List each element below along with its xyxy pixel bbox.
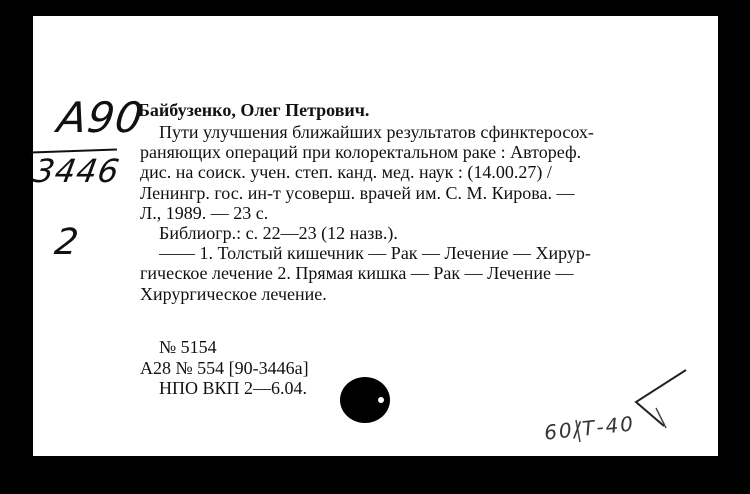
- description-line: Л., 1989. — 23 с.: [140, 202, 269, 223]
- bibliography-line: Библиогр.: с. 22—23 (12 назв.).: [159, 223, 398, 244]
- npo-code: НПО ВКП 2—6.04.: [159, 378, 308, 398]
- shelfmark-bottom: 3446: [30, 152, 123, 190]
- author-heading: Байбузенко, Олег Петрович.: [138, 100, 370, 120]
- bibliographic-description: [140, 122, 700, 304]
- description-line: дис. на соиск. учен. степ. канд. мед. наук : (14.00.27) /: [140, 162, 552, 183]
- card-number: № 5154: [159, 337, 217, 357]
- description-line: Пути улучшения ближайших результатов сфинктеросох-: [159, 122, 594, 142]
- description-line: раняющих операций при колоректальном раке : Автореф.: [140, 142, 582, 163]
- copy-number: 2: [52, 222, 82, 263]
- description-line: Ленингр. гос. ин-т усоверш. врачей им. С. М. Кирова. —: [140, 182, 575, 203]
- shelfmark-top: A90: [54, 93, 147, 142]
- punch-hole: [340, 377, 390, 423]
- subject-line: —— 1. Толстый кишечник — Рак — Лечение — Хирур-: [159, 243, 591, 264]
- card-index: А28 № 554 [90-3446а]: [140, 357, 309, 378]
- subject-line: гическое лечение 2. Прямая кишка — Рак — Лечение —: [140, 263, 574, 284]
- subject-line: Хирургическое лечение.: [140, 283, 327, 304]
- card-codes: [140, 337, 309, 399]
- pen-note: 60/Т-40: [542, 411, 637, 445]
- scan-border-bottom: [0, 456, 750, 494]
- scan-border-right: [718, 0, 750, 494]
